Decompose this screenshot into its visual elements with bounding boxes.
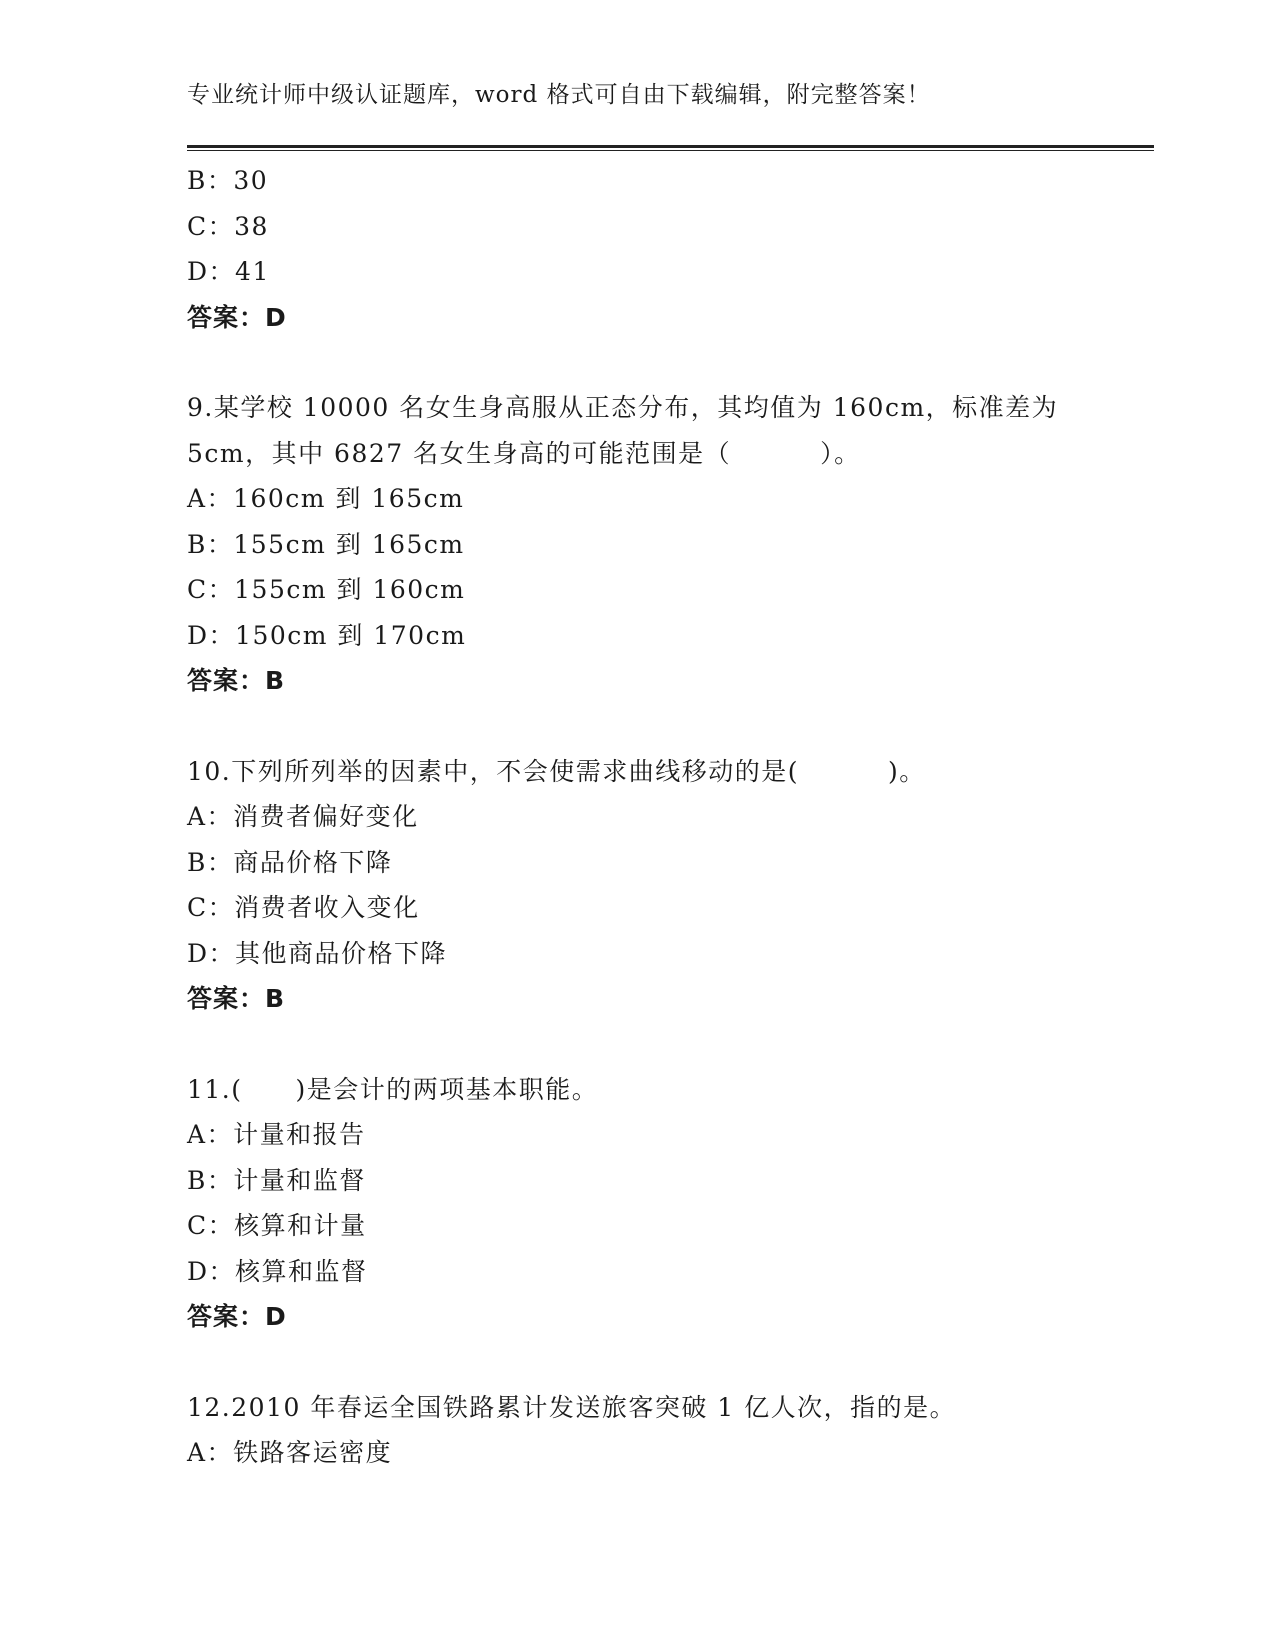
answer-line: 答案：D: [187, 1302, 287, 1331]
question-list: [187, 158, 1147, 1476]
option-label: A：: [187, 802, 234, 831]
question-8-tail: [187, 158, 1147, 340]
option-a: [187, 476, 1147, 522]
option-text: 计量和报告: [233, 1120, 366, 1149]
option-label: B：: [187, 1165, 234, 1195]
option-text: 160cm 到 165cm: [233, 484, 465, 513]
option-text: 41: [235, 257, 270, 286]
option-text: 38: [234, 211, 269, 241]
option-label: D：: [187, 620, 236, 650]
option-text: 150cm 到 170cm: [235, 620, 467, 650]
option-text: 消费者偏好变化: [233, 802, 419, 831]
option-text: 铁路客运密度: [233, 1438, 393, 1467]
question-stem: 9.某学校 10000 名女生身高服从正态分布，其均值为 160cm，标准差为: [187, 393, 1059, 422]
option-text: 消费者收入变化: [234, 893, 420, 922]
option-a: [187, 1112, 1147, 1158]
question-11: [187, 1067, 1147, 1340]
question-stem: 11.( )是会计的两项基本职能。: [187, 1074, 599, 1104]
option-label: B：: [187, 529, 234, 559]
option-c: [187, 204, 1147, 250]
option-d: [187, 249, 1147, 295]
option-label: D：: [187, 1256, 236, 1286]
question-9: [187, 385, 1147, 704]
option-text: 30: [233, 166, 269, 195]
option-text: 核算和监督: [235, 1256, 368, 1286]
option-d: [187, 931, 1147, 977]
option-label: D：: [187, 257, 236, 286]
option-d: [187, 1249, 1147, 1295]
answer-line: 答案：B: [187, 666, 286, 695]
option-text: 核算和计量: [234, 1211, 367, 1240]
option-label: A：: [187, 1438, 234, 1467]
option-label: A：: [187, 1120, 234, 1149]
question-stem: 12.2010 年春运全国铁路累计发送旅客突破 1 亿人次，指的是。: [187, 1392, 957, 1422]
option-c: [187, 567, 1147, 613]
option-a: [187, 794, 1147, 840]
option-c: [187, 885, 1147, 931]
option-a: [187, 1430, 1147, 1476]
option-b: [187, 158, 1147, 204]
spacer: [187, 1022, 1147, 1067]
option-label: C：: [187, 893, 235, 922]
page-header: 专业统计师中级认证题库，word 格式可自由下载编辑，附完整答案！: [187, 82, 931, 108]
option-text: 计量和监督: [233, 1165, 366, 1195]
option-label: D：: [187, 938, 236, 968]
question-stem: 10.下列所列举的因素中，不会使需求曲线移动的是( )。: [187, 756, 926, 786]
option-b: [187, 840, 1147, 886]
question-10: [187, 749, 1147, 1022]
option-b: [187, 522, 1147, 568]
option-text: 商品价格下降: [233, 847, 393, 877]
option-label: B：: [187, 847, 234, 877]
answer-line: 答案：B: [187, 984, 286, 1013]
spacer: [187, 340, 1147, 385]
option-label: C：: [187, 1211, 235, 1240]
answer-line: 答案：D: [187, 302, 287, 332]
option-d: [187, 613, 1147, 659]
option-text: 其他商品价格下降: [235, 938, 448, 968]
option-label: C：: [187, 575, 235, 604]
option-label: C：: [187, 211, 235, 241]
header-divider: [187, 145, 1154, 151]
option-label: A：: [187, 484, 234, 513]
option-text: 155cm 到 165cm: [233, 529, 465, 559]
option-b: [187, 1158, 1147, 1204]
question-stem-continued: 5cm，其中 6827 名女生身高的可能范围是（ ）。: [187, 438, 861, 468]
option-label: B：: [187, 166, 234, 195]
spacer: [187, 1340, 1147, 1385]
spacer: [187, 704, 1147, 749]
option-text: 155cm 到 160cm: [234, 575, 466, 604]
question-12: [187, 1385, 1147, 1476]
option-c: [187, 1203, 1147, 1249]
